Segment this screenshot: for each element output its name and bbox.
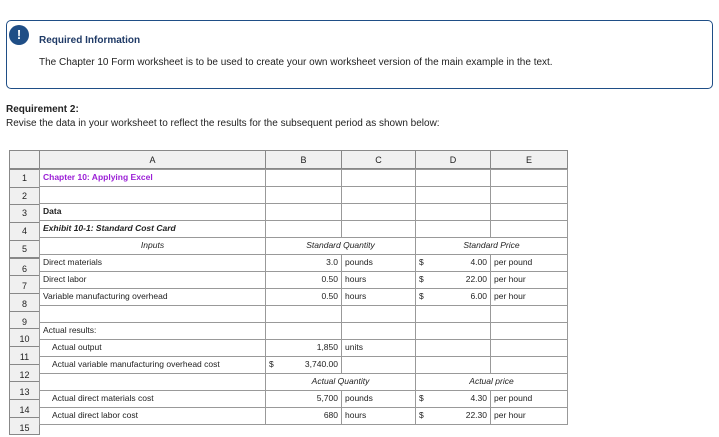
cell-E7[interactable]: per hour: [490, 271, 568, 289]
column-header-C[interactable]: C: [341, 150, 416, 169]
cell-A3[interactable]: Data: [39, 203, 266, 221]
cell-B15[interactable]: [265, 407, 342, 425]
cell-D6[interactable]: [415, 254, 491, 272]
cell-E2[interactable]: [490, 186, 568, 204]
cell-E14[interactable]: per pound: [490, 390, 568, 408]
row-header-13[interactable]: 13: [9, 381, 40, 400]
cell-B13[interactable]: Actual Quantity: [265, 373, 416, 391]
cell-D9[interactable]: [415, 305, 491, 323]
cell-E1[interactable]: [490, 169, 568, 187]
cell-C10[interactable]: [341, 322, 416, 340]
row-header-4[interactable]: 4: [9, 222, 40, 241]
row-header-1[interactable]: 1: [9, 169, 40, 188]
cell-C12[interactable]: [341, 356, 416, 374]
cell-D10[interactable]: [415, 322, 491, 340]
value: 4.30: [470, 393, 487, 403]
row-header-3[interactable]: 3: [9, 204, 40, 223]
value: 3,740.00: [304, 359, 338, 369]
cell-D15[interactable]: [415, 407, 491, 425]
cell-C6[interactable]: pounds: [341, 254, 416, 272]
currency-symbol: $: [419, 410, 424, 420]
cell-E4[interactable]: [490, 220, 568, 238]
cell-D14[interactable]: [415, 390, 491, 408]
cell-B4[interactable]: [265, 220, 342, 238]
value: 0.50: [321, 274, 338, 284]
row-header-2[interactable]: 2: [9, 187, 40, 206]
cell-D11[interactable]: [415, 339, 491, 357]
requirement-text: Revise the data in your worksheet to reflect the results for the subsequent period as shown below:: [6, 118, 440, 129]
column-header-B[interactable]: B: [265, 150, 342, 169]
cell-E10[interactable]: [490, 322, 568, 340]
cell-B14[interactable]: [265, 390, 342, 408]
row-header-7[interactable]: 7: [9, 275, 40, 294]
cell-C4[interactable]: [341, 220, 416, 238]
cell-D1[interactable]: [415, 169, 491, 187]
cell-B6[interactable]: [265, 254, 342, 272]
cell-C1[interactable]: [341, 169, 416, 187]
cell-B2[interactable]: [265, 186, 342, 204]
row-header-12[interactable]: 12: [9, 364, 40, 383]
row-header-15[interactable]: 15: [9, 417, 40, 436]
cell-E15[interactable]: per hour: [490, 407, 568, 425]
row-header-9[interactable]: 9: [9, 311, 40, 330]
value: 680: [323, 410, 338, 420]
info-text: The Chapter 10 Form worksheet is to be used to create your own worksheet version of the main example in the text.: [39, 57, 553, 68]
cell-C8[interactable]: hours: [341, 288, 416, 306]
cell-A8[interactable]: Variable manufacturing overhead: [39, 288, 266, 306]
column-header-A[interactable]: A: [39, 150, 266, 169]
cell-B1[interactable]: [265, 169, 342, 187]
value: 3.0: [326, 257, 338, 267]
currency-symbol: $: [269, 359, 274, 369]
column-header-D[interactable]: D: [415, 150, 491, 169]
cell-D3[interactable]: [415, 203, 491, 221]
corner-cell: [9, 150, 40, 169]
cell-A6[interactable]: Direct materials: [39, 254, 266, 272]
cell-D13[interactable]: Actual price: [415, 373, 568, 391]
cell-A2[interactable]: [39, 186, 266, 204]
cell-E11[interactable]: [490, 339, 568, 357]
cell-E3[interactable]: [490, 203, 568, 221]
cell-B3[interactable]: [265, 203, 342, 221]
value: 22.00: [465, 274, 487, 284]
cell-A15[interactable]: Actual direct labor cost: [39, 407, 266, 425]
cell-B11[interactable]: [265, 339, 342, 357]
row-header-6[interactable]: 6: [9, 258, 40, 277]
cell-D8[interactable]: [415, 288, 491, 306]
cell-C7[interactable]: hours: [341, 271, 416, 289]
cell-D12[interactable]: [415, 356, 491, 374]
cell-A13[interactable]: [39, 373, 266, 391]
value: 5,700: [316, 393, 338, 403]
cell-A12[interactable]: Actual variable manufacturing overhead cost: [39, 356, 266, 374]
cell-C2[interactable]: [341, 186, 416, 204]
column-header-E[interactable]: E: [490, 150, 568, 169]
currency-symbol: $: [419, 393, 424, 403]
row-header-10[interactable]: 10: [9, 328, 40, 347]
cell-C9[interactable]: [341, 305, 416, 323]
cell-D2[interactable]: [415, 186, 491, 204]
cell-D5[interactable]: Standard Price: [415, 237, 568, 255]
currency-symbol: $: [419, 274, 424, 284]
cell-C3[interactable]: [341, 203, 416, 221]
currency-symbol: $: [419, 257, 424, 267]
cell-D7[interactable]: [415, 271, 491, 289]
row-header-5[interactable]: 5: [9, 240, 40, 259]
cell-A5[interactable]: Inputs: [39, 237, 266, 255]
cell-C15[interactable]: hours: [341, 407, 416, 425]
cell-B10[interactable]: [265, 322, 342, 340]
cell-A1[interactable]: Chapter 10: Applying Excel: [39, 169, 266, 187]
required-information-box: [6, 20, 713, 89]
cell-B8[interactable]: [265, 288, 342, 306]
requirement-title: Requirement 2:: [6, 104, 79, 115]
cell-D4[interactable]: [415, 220, 491, 238]
value: 6.00: [470, 291, 487, 301]
cell-B9[interactable]: [265, 305, 342, 323]
cell-A11[interactable]: Actual output: [39, 339, 266, 357]
cell-E12[interactable]: [490, 356, 568, 374]
value: 4.00: [470, 257, 487, 267]
value: 0.50: [321, 291, 338, 301]
info-title: Required Information: [39, 35, 141, 46]
cell-E9[interactable]: [490, 305, 568, 323]
cell-A10[interactable]: Actual results:: [39, 322, 266, 340]
row-header-8[interactable]: 8: [9, 293, 40, 312]
cell-B5[interactable]: Standard Quantity: [265, 237, 416, 255]
cell-A7[interactable]: Direct labor: [39, 271, 266, 289]
cell-A14[interactable]: Actual direct materials cost: [39, 390, 266, 408]
cell-B12[interactable]: [265, 356, 342, 374]
cell-B7[interactable]: [265, 271, 342, 289]
exclamation-icon: !: [9, 25, 29, 45]
cell-E6[interactable]: per pound: [490, 254, 568, 272]
cell-A4[interactable]: Exhibit 10-1: Standard Cost Card: [39, 220, 266, 238]
value: 1,850: [316, 342, 338, 352]
cell-E8[interactable]: per hour: [490, 288, 568, 306]
cell-A9[interactable]: [39, 305, 266, 323]
row-header-14[interactable]: 14: [9, 399, 40, 418]
currency-symbol: $: [419, 291, 424, 301]
cell-C11[interactable]: units: [341, 339, 416, 357]
value: 22.30: [465, 410, 487, 420]
row-header-11[interactable]: 11: [9, 346, 40, 365]
cell-C14[interactable]: pounds: [341, 390, 416, 408]
